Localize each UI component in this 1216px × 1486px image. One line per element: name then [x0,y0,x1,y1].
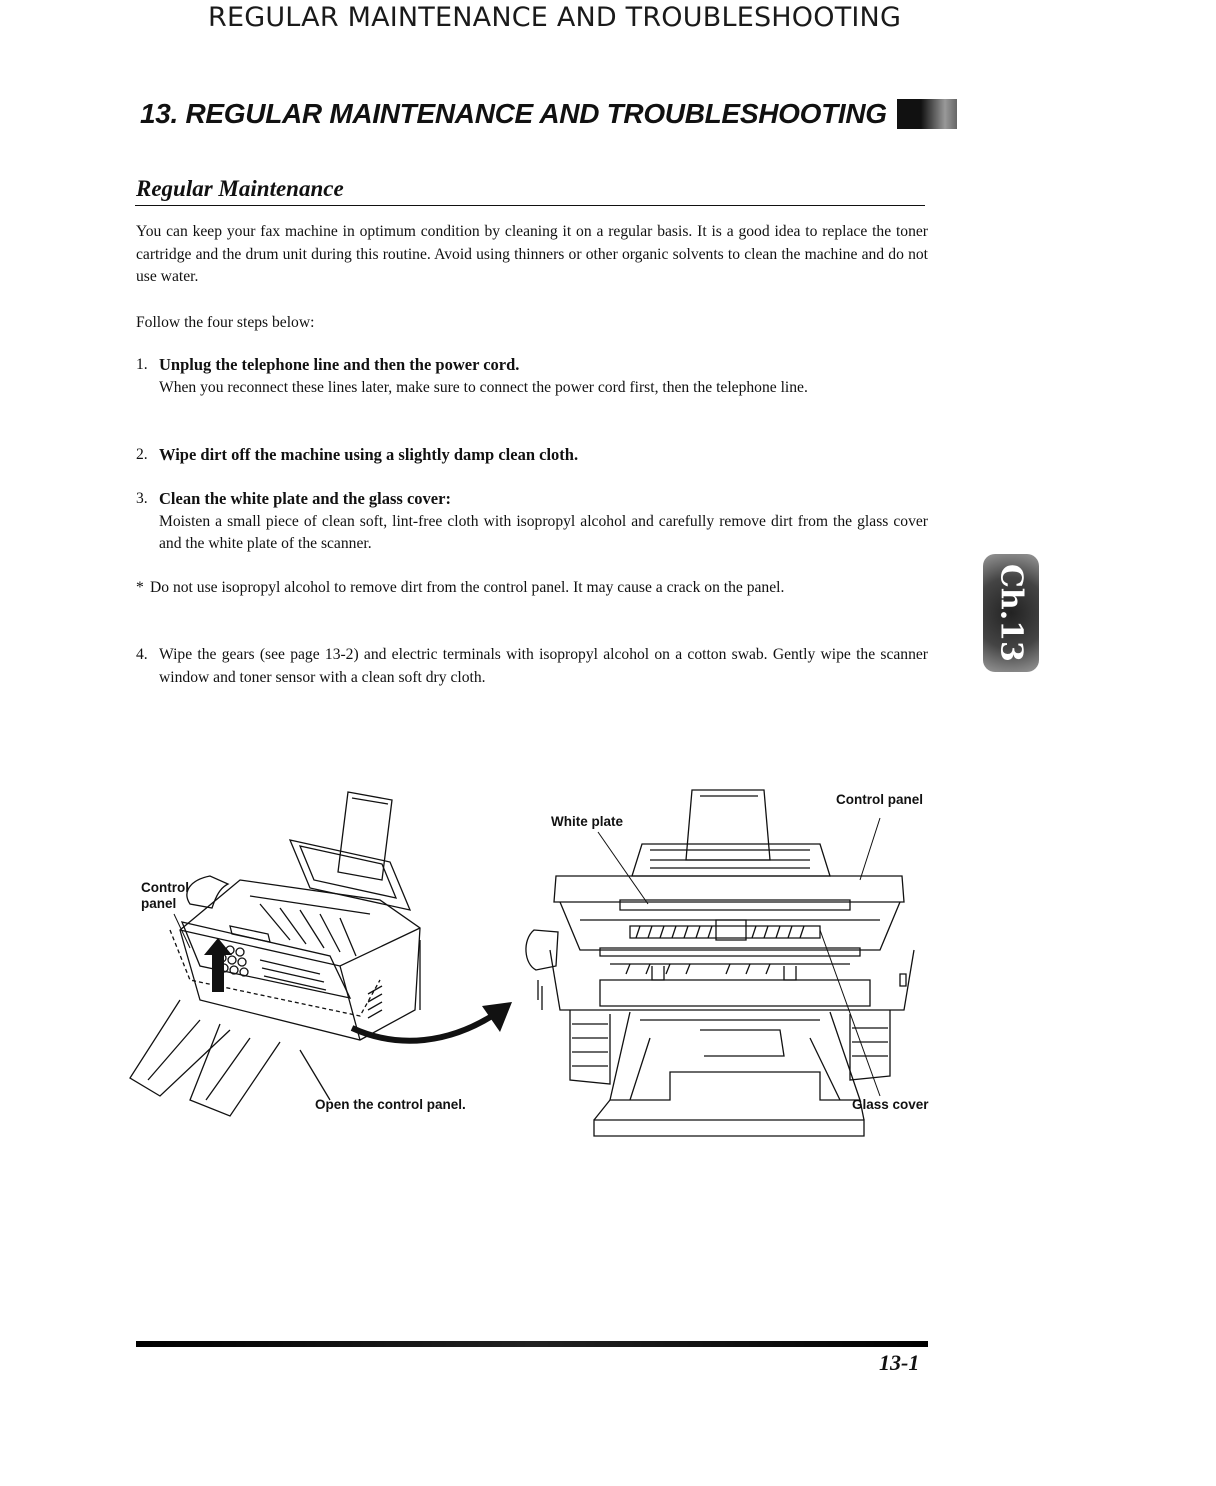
chapter-tab-label: Ch.13 [993,564,1029,662]
fax-machine-illustration-left [120,780,540,1120]
figure-caption: Open the control panel. [315,1097,466,1112]
right-control-panel-label: Control panel [836,792,923,807]
white-plate-label: White plate [551,814,624,829]
left-control-panel-label-1: Control [141,880,189,895]
step-body: Wipe the gears (see page 13-2) and electric terminals with isopropyl alcohol on a cotton swab. Gently wipe the scanner window and toner sensor with a clean soft dry cloth. [159,646,928,686]
page-number: 13-1 [879,1350,920,1375]
running-head: REGULAR MAINTENANCE AND TROUBLESHOOTING [208,2,902,33]
note [136,577,928,600]
step-body: When you reconnect these lines later, make sure to connect the power cord first, then the telephone line. [159,378,808,396]
note-mark: * [136,579,144,596]
step-heading: Wipe dirt off the machine using a slightly damp clean cloth. [159,445,579,464]
step-heading: Clean the white plate and the glass cover: [159,489,451,508]
glass-cover-label: Glass cover [852,1097,929,1112]
step-4 [136,644,928,689]
step-1 [136,354,928,399]
fax-machine-illustration-right [520,780,940,1140]
step-number: 3. [136,490,148,507]
note-text: Do not use isopropyl alcohol to remove dirt from the control panel. It may cause a crack on the panel. [150,579,785,596]
step-3 [136,488,928,556]
step-body: Moisten a small piece of clean soft, lint-free cloth with isopropyl alcohol and carefully remove dirt from the glass cover and the white plate of the scanner. [159,512,928,552]
left-control-panel-label-2: panel [141,896,177,911]
lead-in-paragraph: Follow the four steps below: [136,314,315,331]
step-number: 1. [136,356,148,373]
section-title: Regular Maintenance [136,176,344,201]
chapter-title-block [897,99,957,129]
step-heading: Unplug the telephone line and then the power cord. [159,355,520,374]
chapter-title [140,98,957,130]
step-number: 4. [136,646,148,663]
step-number: 2. [136,446,148,463]
intro-paragraph: You can keep your fax machine in optimum condition by cleaning it on a regular basis. It is a good idea to replace the toner cartridge and the drum unit during this routine. Avoid using thinners or other organic solvents to clean the machine and do not use water. [136,223,928,285]
chapter-tab [983,554,1039,672]
footer-rule [136,1341,928,1347]
section-rule [135,205,925,206]
chapter-title-text: 13. REGULAR MAINTENANCE AND TROUBLESHOOTING [140,98,887,129]
step-2 [136,444,928,467]
